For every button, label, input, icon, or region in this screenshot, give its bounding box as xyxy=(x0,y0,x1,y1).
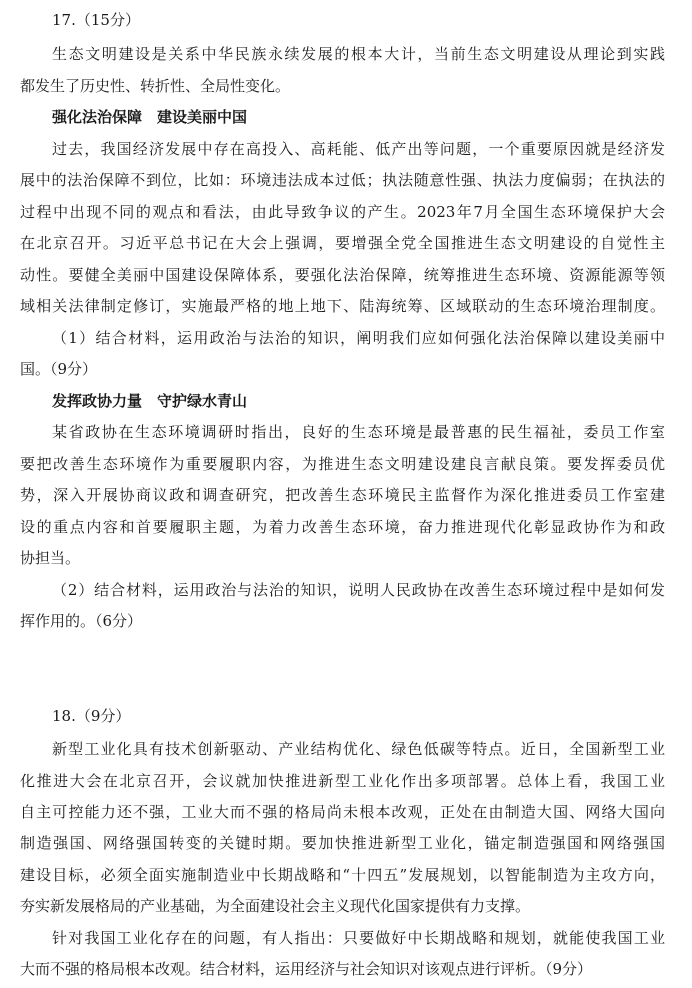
q18-paragraph-line: 自主可控能力还不强，工业大而不强的格局尚未根本改观，正处在由制造大国、网络大国向 xyxy=(20,803,665,821)
q18-paragraph-line: 夯实新发展格局的产业基础，为全面建设社会主义现代化国家提供有力支撑。 xyxy=(20,897,531,915)
q17-intro-line: 都发生了历史性、转折性、全局性变化。 xyxy=(20,77,291,95)
section2-paragraph-line: 势，深入开展协商议政和调查研究，把改善生态环境民主监督作为深化推进委员工作室建 xyxy=(20,486,665,504)
q18-paragraph-line: 制造强国、网络强国转变的关键时期。要加快推进新型工业化，锚定制造强国和网络强国 xyxy=(20,834,665,852)
section1-paragraph-line: 动性。要健全美丽中国建设保障体系，要强化法治保障，统筹推进生态环境、资源能源等领 xyxy=(20,266,665,284)
section1-paragraph-line: 在北京召开。习近平总书记在大会上强调，要增强全党全国推进生态文明建设的自觉性主 xyxy=(20,234,665,252)
subquestion-1-line: 国。（9分） xyxy=(20,360,98,378)
q18-paragraph-line: 建设目标，必须全面实施制造业中长期战略和“十四五”发展规划，以智能制造为主攻方向， xyxy=(20,866,665,884)
section2-paragraph-line: 协担当。 xyxy=(20,549,81,567)
question-18-number: 18.（9分） xyxy=(52,707,131,725)
section1-paragraph-line: 过程中出现不同的观点和看法，由此导致争议的产生。2023年7月全国生态环境保护大会 xyxy=(20,203,665,221)
section-heading-rule-of-law: 强化法治保障 建设美丽中国 xyxy=(52,108,248,126)
section-heading-cppcc: 发挥政协力量 守护绿水青山 xyxy=(52,392,248,410)
q17-intro-line: 生态文明建设是关系中华民族永续发展的根本大计，当前生态文明建设从理论到实践 xyxy=(52,45,665,63)
section2-paragraph-line: 某省政协在生态环境调研时指出，良好的生态环境是最普惠的民生福祉，委员工作室 xyxy=(52,423,665,441)
section1-paragraph-line: 展中的法治保障不到位，比如：环境违法成本过低；执法随意性强、执法力度偏弱；在执法的 xyxy=(20,171,665,189)
subquestion-2-line: （2）结合材料，运用政治与法治的知识，说明人民政协在改善生态环境过程中是如何发 xyxy=(52,581,665,599)
section2-paragraph-line: 设的重点内容和首要履职主题，为着力改善生态环境，奋力推进现代化彰显政协作为和政 xyxy=(20,518,665,536)
question-17-number: 17.（15分） xyxy=(52,11,140,29)
q18-question-line: 大而不强的格局根本改观。结合材料，运用经济与社会知识对该观点进行评析。（9分） xyxy=(20,960,593,978)
q18-question-line: 针对我国工业化存在的问题，有人指出：只要做好中长期战略和规划，就能使我国工业 xyxy=(52,929,665,947)
q18-paragraph-line: 新型工业化具有技术创新驱动、产业结构优化、绿色低碳等特点。近日，全国新型工业 xyxy=(52,740,665,758)
subquestion-2-line: 挥作用的。（6分） xyxy=(20,612,143,630)
section1-paragraph-line: 过去，我国经济发展中存在高投入、高耗能、低产出等问题，一个重要原因就是经济发 xyxy=(52,140,665,158)
subquestion-1-line: （1）结合材料，运用政治与法治的知识，阐明我们应如何强化法治保障以建设美丽中 xyxy=(52,329,665,347)
section1-paragraph-line: 域相关法律制定修订，实施最严格的地上地下、陆海统筹、区域联动的生态环境治理制度。 xyxy=(20,297,665,315)
q18-paragraph-line: 化推进大会在北京召开，会议就加快推进新型工业化作出多项部署。总体上看，我国工业 xyxy=(20,772,665,790)
section2-paragraph-line: 要把改善生态环境作为重要履职内容，为推进生态文明建设建良言献良策。要发挥委员优 xyxy=(20,455,665,473)
